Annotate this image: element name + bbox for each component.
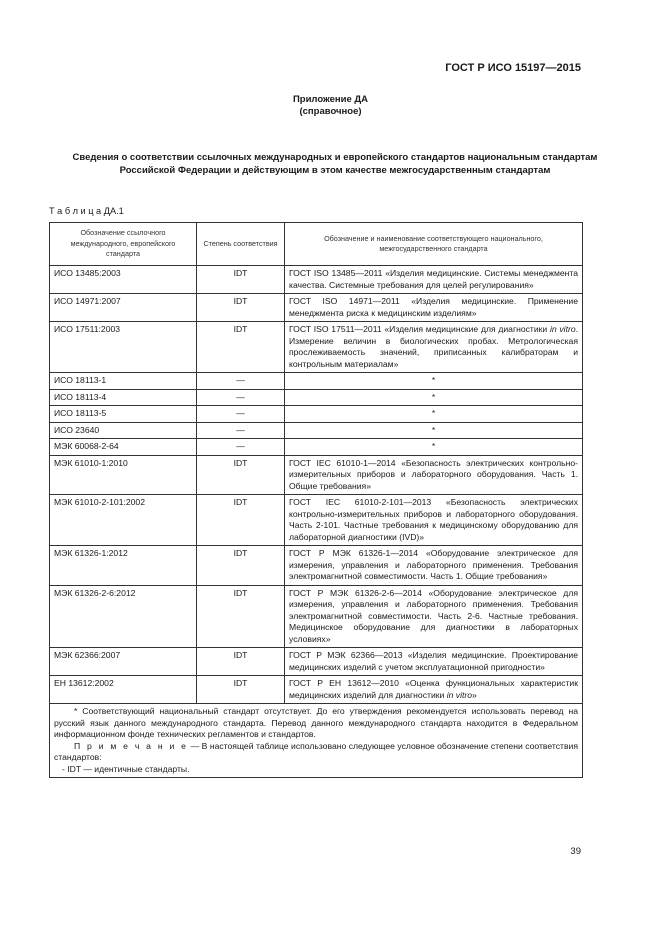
header-degree: Степень соответствия xyxy=(197,223,285,266)
degree-cell: — xyxy=(197,389,285,406)
ref-standard-cell: ИСО 23640 xyxy=(50,422,197,439)
note-text: — В настоящей таблице использовано следующее условное обозначение степени соответствия стандартов: xyxy=(54,740,578,762)
table-row xyxy=(50,495,583,546)
degree-cell: IDT xyxy=(197,546,285,586)
table-row xyxy=(50,648,583,676)
national-standard-cell: * xyxy=(285,422,583,439)
national-standard-cell: * xyxy=(285,439,583,456)
table-row xyxy=(50,439,583,456)
note-item: - IDT — идентичные стандарты. xyxy=(62,763,190,774)
note-paragraph xyxy=(54,741,578,764)
national-standard-cell: ГОСТ Р МЭК 61326-1—2014 «Оборудование электрическое для измерения, управления и лабораторного применения. Требования электромагнитной совместимости. Часть 1. Общие требования» xyxy=(285,546,583,586)
in-vitro-italic: in vitro xyxy=(446,689,473,700)
main-title: Сведения о соответствии ссылочных международных и европейского стандартов национальным стандартам Российской Федерации и действующим в этом качестве межгосударственным стандартам xyxy=(72,152,598,176)
table-row xyxy=(50,406,583,423)
table-row xyxy=(50,455,583,495)
ref-standard-cell: ИСО 18113-1 xyxy=(50,373,197,390)
table-row xyxy=(50,266,583,294)
table-row xyxy=(50,389,583,406)
table-footnote-row xyxy=(50,704,583,778)
degree-cell: IDT xyxy=(197,495,285,546)
correspondence-table xyxy=(49,222,583,778)
national-standard-cell: ГОСТ IEC 61010-2-101—2013 «Безопасность электрических контрольно-измерительных приборов и лабораторного оборудования. Часть 2-101. Частные требования к медицинскому оборудованию для лабораторной диагностики (IVD)» xyxy=(285,495,583,546)
degree-cell: — xyxy=(197,373,285,390)
ref-standard-cell: ИСО 14971:2007 xyxy=(50,294,197,322)
appendix-title: Приложение ДА xyxy=(292,94,369,105)
header-ref-standard: Обозначение ссылочного международного, европейского стандарта xyxy=(50,223,197,266)
table-caption: Т а б л и ц а ДА.1 xyxy=(49,206,124,216)
national-standard-cell: ГОСТ ISO 17511—2011 «Изделия медицинские для диагностики in vitro. Измерение величин в биологических пробах. Метрологическая прослеживаемость значений, приписанных калибраторам и контрольным материалам» xyxy=(285,322,583,373)
ref-standard-cell: МЭК 61326-1:2012 xyxy=(50,546,197,586)
degree-cell: — xyxy=(197,439,285,456)
ref-standard-cell: МЭК 61326-2-6:2012 xyxy=(50,585,197,648)
header-national-standard: Обозначение и наименование соответствующего национального, межгосударственного стандарта xyxy=(285,223,583,266)
table-footnote-cell xyxy=(50,704,583,778)
ref-standard-cell: МЭК 61010-2-101:2002 xyxy=(50,495,197,546)
table-row xyxy=(50,322,583,373)
degree-cell: IDT xyxy=(197,648,285,676)
degree-cell: — xyxy=(197,406,285,423)
table-row xyxy=(50,373,583,390)
table-row xyxy=(50,585,583,648)
table-header-row xyxy=(50,223,583,266)
national-standard-cell: ГОСТ IEC 61010-1—2014 «Безопасность электрических контрольно-измерительных приборов и лабораторного оборудования. Часть 1. Общие требования» xyxy=(285,455,583,495)
national-standard-cell: ГОСТ Р ЕН 13612—2010 «Оценка функциональных характеристик медицинских изделий для диагностики in vitro» xyxy=(285,676,583,704)
appendix-heading xyxy=(0,94,661,118)
ref-standard-cell: МЭК 62366:2007 xyxy=(50,648,197,676)
national-standard-cell: ГОСТ Р МЭК 61326-2-6—2014 «Оборудование электрическое для измерения, управления и лабораторного применения. Требования электромагнитной совместимости. Часть 2-6. Частные требования. Медицинское оборудование для диагностики в лабораторных условиях» xyxy=(285,585,583,648)
national-standard-cell: * xyxy=(285,373,583,390)
national-standard-cell: ГОСТ ISO 14971—2011 «Изделия медицинские. Применение менеджмента риска к медицинским изделиям» xyxy=(285,294,583,322)
ref-standard-cell: МЭК 60068-2-64 xyxy=(50,439,197,456)
page-number: 39 xyxy=(570,846,581,857)
ref-standard-cell: ИСО 17511:2003 xyxy=(50,322,197,373)
table-row xyxy=(50,422,583,439)
table-row xyxy=(50,546,583,586)
degree-cell: IDT xyxy=(197,455,285,495)
national-standard-cell: ГОСТ ISO 13485—2011 «Изделия медицинские. Системы менеджмента качества. Системные требования для целей регулирования» xyxy=(285,266,583,294)
ref-standard-cell: ИСО 18113-4 xyxy=(50,389,197,406)
national-standard-cell: * xyxy=(285,406,583,423)
degree-cell: IDT xyxy=(197,322,285,373)
ref-standard-cell: МЭК 61010-1:2010 xyxy=(50,455,197,495)
note-label: П р и м е ч а н и е xyxy=(74,740,189,751)
degree-cell: IDT xyxy=(197,294,285,322)
ref-standard-cell: ИСО 18113-5 xyxy=(50,406,197,423)
ref-standard-cell: ЕН 13612:2002 xyxy=(50,676,197,704)
footnote-text: * Соответствующий национальный стандарт отсутствует. До его утверждения рекомендуется использовать перевод на русский язык данного международного стандарта. Перевод данного международного стандарта находится в Федеральном информационном фонде технических регламентов и стандартов. xyxy=(54,706,578,739)
in-vitro-italic: in vitro xyxy=(549,324,576,334)
document-code: ГОСТ Р ИСО 15197—2015 xyxy=(445,62,581,74)
ref-standard-cell: ИСО 13485:2003 xyxy=(50,266,197,294)
degree-cell: IDT xyxy=(197,266,285,294)
national-standard-cell: * xyxy=(285,389,583,406)
table-row xyxy=(50,676,583,704)
degree-cell: — xyxy=(197,422,285,439)
table-body xyxy=(50,266,583,704)
table-row xyxy=(50,294,583,322)
degree-cell: IDT xyxy=(197,585,285,648)
appendix-subtitle: (справочное) xyxy=(299,106,362,117)
degree-cell: IDT xyxy=(197,676,285,704)
national-standard-cell: ГОСТ Р МЭК 62366—2013 «Изделия медицинские. Проектирование медицинских изделий с учетом эксплуатационной пригодности» xyxy=(285,648,583,676)
